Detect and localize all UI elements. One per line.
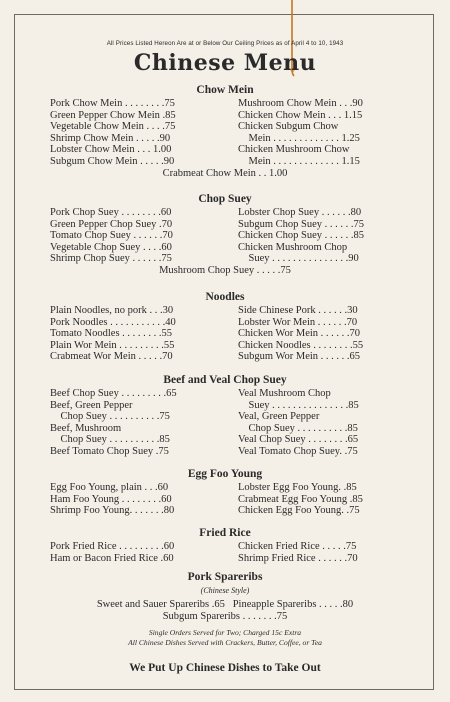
menu-item: Veal, Green Pepper: [238, 411, 320, 423]
chow-mein-right-column: [238, 98, 363, 168]
section-title: Pork Spareribs: [187, 571, 263, 583]
menu-item: Beef, Green Pepper: [50, 399, 133, 411]
chop-suey-center-item: [0, 265, 450, 277]
menu-item: Lobster Chow Mein . . . 1.00: [50, 144, 172, 156]
menu-item: Pork Chop Suey . . . . . . . .60: [50, 207, 172, 218]
section-title: Egg Foo Young: [187, 468, 263, 480]
section-subtitle: (Chinese Style): [200, 586, 250, 595]
chop-suey-right-column: [238, 207, 364, 265]
menu-item: Tomato Noodles . . . . . . . .55: [50, 328, 173, 340]
menu-item: Chicken Mushroom Chow: [238, 144, 350, 156]
menu-item: Mein . . . . . . . . . . . . . 1.15: [238, 155, 360, 167]
menu-item: Pork Chow Mein . . . . . . . .75: [50, 98, 175, 109]
menu-item: Veal Chop Suey . . . . . . . .65: [238, 434, 359, 446]
menu-item: Chicken Subgum Chow: [238, 121, 339, 133]
menu-item: Beef, Mushroom: [50, 422, 122, 434]
menu-item: Suey . . . . . . . . . . . . . . .90: [238, 253, 359, 265]
menu-item: Side Chinese Pork . . . . . .30: [238, 305, 358, 316]
chop-suey-left-column: [50, 207, 173, 265]
menu-item: Pork Fried Rice . . . . . . . . .60: [50, 541, 175, 552]
menu-item: Subgum Chow Mein . . . . .90: [50, 155, 175, 167]
menu-item: Vegetable Chow Mein . . . .75: [50, 121, 176, 133]
notes: [0, 628, 450, 648]
section-title: Chop Suey: [198, 193, 252, 205]
menu-item: Lobster Wor Mein . . . . . .70: [238, 316, 358, 328]
menu-item: Subgum Chop Suey . . . . . .75: [238, 218, 365, 230]
menu-item: Tomato Chop Suey . . . . . .70: [50, 230, 173, 242]
section-title: Beef and Veal Chop Suey: [163, 374, 287, 386]
menu-item: Shrimp Fried Rice . . . . . .70: [238, 552, 358, 564]
section-title: Noodles: [205, 291, 245, 303]
menu-item: Chicken Chow Mein . . . 1.15: [238, 109, 363, 121]
menu-item: Crabmeat Chow Mein . . 1.00: [162, 168, 288, 179]
menu-item: Shrimp Chow Mein . . . . .90: [50, 132, 171, 144]
menu-item: Ham Foo Young . . . . . . . .60: [50, 493, 172, 505]
chow-mein-left-column: [50, 98, 176, 168]
menu-item: Subgum Spareribs . . . . . . .75: [162, 610, 288, 622]
ceiling-price-note: All Prices Listed Hereon Are at or Below Our Ceiling Prices as of April 4 to 10, 1943: [106, 40, 344, 47]
take-out-footer: We Put Up Chinese Dishes to Take Out: [129, 662, 321, 674]
fried-rice-right-column: [238, 541, 358, 564]
menu-item: Sweet and Sauer Spareribs .65 Pineapple Spareribs . . . . .80: [96, 599, 354, 610]
menu-item: Chicken Fried Rice . . . . .75: [238, 541, 357, 552]
menu-item: Plain Wor Mein . . . . . . . . .55: [50, 339, 175, 351]
served-with-note: All Chinese Dishes Served with Crackers, Butter, Coffee, or Tea: [128, 638, 322, 647]
menu-title: Chinese Menu: [133, 50, 317, 76]
section-title: Chow Mein: [196, 84, 254, 96]
menu-item: Chicken Noodles . . . . . . . .55: [238, 339, 364, 351]
egg-foo-right-column: [238, 482, 363, 517]
menu-item: Veal Mushroom Chop: [238, 388, 331, 399]
menu-item: Pork Noodles . . . . . . . . . . .40: [50, 316, 176, 328]
noodles-right-column: [238, 305, 363, 363]
section-chow-mein: [0, 84, 450, 97]
section-title: Fried Rice: [199, 527, 251, 539]
menu-item: Crabmeat Wor Mein . . . . .70: [50, 351, 173, 363]
single-orders-note: Single Orders Served for Two; Charged 15c Extra: [148, 628, 302, 637]
noodles-left-column: [50, 305, 176, 363]
menu-item: Chicken Chop Suey . . . . . .85: [238, 230, 364, 242]
menu-item: Crabmeat Egg Foo Young .85: [238, 493, 363, 505]
section-egg-foo-young: [0, 468, 450, 481]
menu-item: Beef Tomato Chop Suey .75: [50, 445, 169, 457]
section-fried-rice: [0, 527, 450, 540]
menu-item: Chop Suey . . . . . . . . . .85: [50, 434, 170, 446]
menu-item: Plain Noodles, no pork . . .30: [50, 305, 174, 316]
menu-item: Mushroom Chow Mein . . .90: [238, 98, 363, 109]
menu-item: Mushroom Chop Suey . . . . .75: [159, 265, 291, 276]
menu-item: Suey . . . . . . . . . . . . . . .85: [238, 399, 359, 411]
menu-item: Green Pepper Chop Suey .70: [50, 218, 173, 230]
section-chop-suey: [0, 193, 450, 206]
menu-item: Chicken Wor Mein . . . . . .70: [238, 328, 361, 340]
menu-item: Subgum Wor Mein . . . . . .65: [238, 351, 361, 363]
menu-item: Mein . . . . . . . . . . . . . 1.25: [238, 132, 360, 144]
fried-rice-left-column: [50, 541, 174, 564]
section-beef-veal: [0, 374, 450, 387]
menu-item: Lobster Egg Foo Young. .85: [238, 482, 357, 493]
beef-left-column: [50, 388, 177, 458]
menu-item: Chop Suey . . . . . . . . . .85: [238, 422, 358, 434]
menu-item: Beef Chop Suey . . . . . . . . .65: [50, 388, 177, 399]
chow-mein-center-item: [0, 168, 450, 180]
menu-item: Green Pepper Chow Mein .85: [50, 109, 176, 121]
menu-item: Chicken Egg Foo Young. .75: [238, 505, 360, 517]
veal-right-column: [238, 388, 359, 458]
menu-item: Egg Foo Young, plain . . .60: [50, 482, 169, 493]
menu-item: Chicken Mushroom Chop: [238, 241, 348, 253]
menu-item: Ham or Bacon Fried Rice .60: [50, 552, 174, 564]
menu-item: Vegetable Chop Suey . . . .60: [50, 241, 172, 253]
menu-item: Chop Suey . . . . . . . . . .75: [50, 411, 170, 423]
menu-item: Lobster Chop Suey . . . . . .80: [238, 207, 362, 218]
egg-foo-left-column: [50, 482, 174, 517]
section-noodles: [0, 291, 450, 304]
menu-item: Shrimp Foo Young. . . . . . .80: [50, 505, 175, 517]
menu-item: Veal Tomato Chop Suey. .75: [238, 445, 358, 457]
menu-item: Shrimp Chop Suey . . . . . .75: [50, 253, 172, 265]
section-pork-spareribs: [0, 571, 450, 622]
